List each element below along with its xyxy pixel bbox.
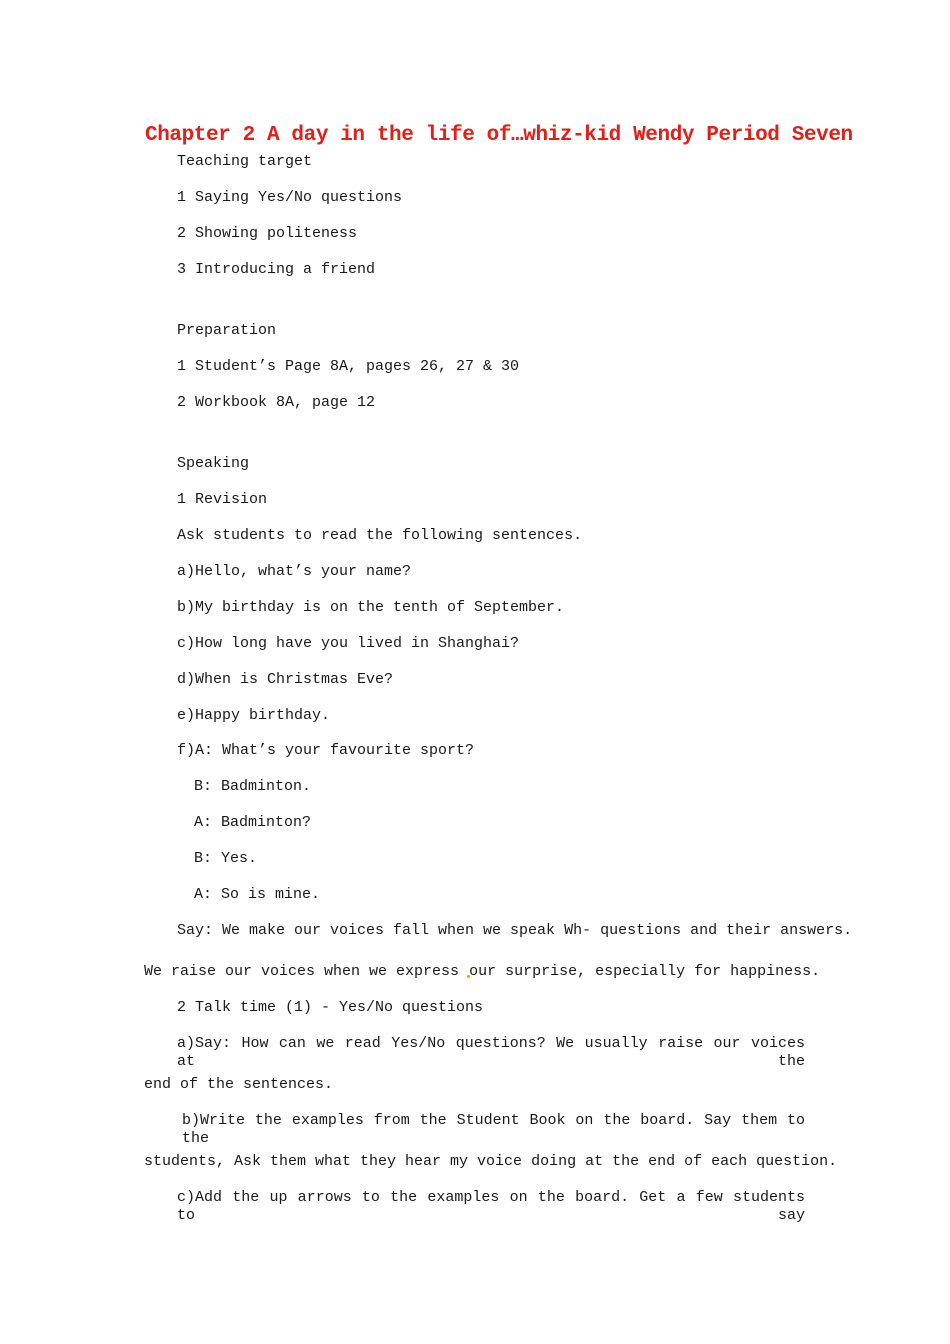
dialogue-line: A: Badminton? bbox=[194, 814, 312, 831]
step-a-line: end of the sentences. bbox=[144, 1076, 334, 1093]
revision-sentence: f)A: What’s your favourite sport? bbox=[177, 742, 475, 759]
revision-sentence: b)My birthday is on the tenth of September. bbox=[177, 599, 565, 616]
talk-time-heading: 2 Talk time (1) - Yes/No questions bbox=[177, 999, 484, 1016]
say-paragraph-line: Say: We make our voices fall when we speak Wh- questions and their answers. bbox=[177, 922, 853, 939]
preparation-item: 2 Workbook 8A, page 12 bbox=[177, 394, 376, 411]
step-b-line: students, Ask them what they hear my voice doing at the end of each question. bbox=[144, 1153, 838, 1170]
say-paragraph-part: We raise our voices when we express bbox=[144, 963, 460, 980]
say-paragraph-part: our surprise, especially for happiness. bbox=[469, 963, 821, 980]
teaching-target-item: 2 Showing politeness bbox=[177, 225, 358, 242]
revision-heading: 1 Revision bbox=[177, 491, 268, 508]
revision-instruction: Ask students to read the following sentences. bbox=[177, 527, 583, 544]
step-c-line: c)Add the up arrows to the examples on the board. Get a few students to say bbox=[177, 1189, 805, 1224]
speaking-heading: Speaking bbox=[177, 455, 250, 472]
preparation-heading: Preparation bbox=[177, 322, 277, 339]
teaching-target-heading: Teaching target bbox=[177, 153, 313, 170]
revision-sentence: d)When is Christmas Eve? bbox=[177, 671, 394, 688]
teaching-target-item: 3 Introducing a friend bbox=[177, 261, 376, 278]
dialogue-line: B: Badminton. bbox=[194, 778, 312, 795]
document-title: Chapter 2 A day in the life of…whiz-kid Wendy Period Seven bbox=[145, 124, 853, 147]
preparation-item: 1 Student’s Page 8A, pages 26, 27 & 30 bbox=[177, 358, 520, 375]
say-paragraph-line bbox=[144, 963, 820, 981]
step-b-line: b)Write the examples from the Student Book on the board. Say them to the bbox=[182, 1112, 805, 1147]
teaching-target-item: 1 Saying Yes/No questions bbox=[177, 189, 403, 206]
revision-sentence: c)How long have you lived in Shanghai? bbox=[177, 635, 520, 652]
dialogue-line: B: Yes. bbox=[194, 850, 258, 867]
revision-sentence: a)Hello, what’s your name? bbox=[177, 563, 412, 580]
step-a-line: a)Say: How can we read Yes/No questions? We usually raise our voices at the bbox=[177, 1035, 805, 1070]
dialogue-line: A: So is mine. bbox=[194, 886, 321, 903]
revision-sentence: e)Happy birthday. bbox=[177, 707, 331, 724]
